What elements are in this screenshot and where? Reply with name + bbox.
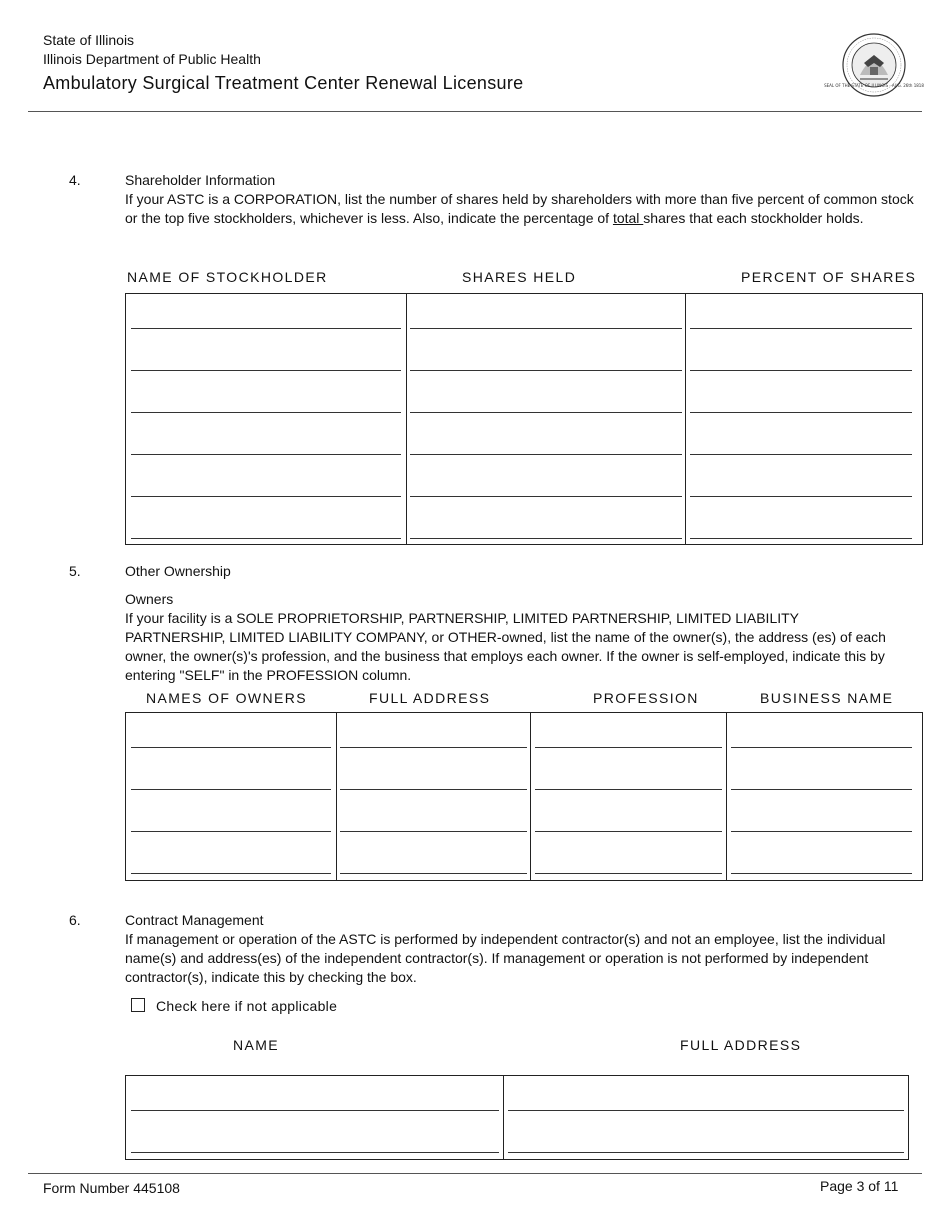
contractor-name-field[interactable] <box>131 1110 499 1111</box>
shares-held-field[interactable] <box>410 412 682 413</box>
section-4-instructions: If your ASTC is a CORPORATION, list the number of shares held by shareholders with more than five percent of common stock or the top five stockholders, whichever is less. Also, indicate the percentage of total shares that each stockholder holds. <box>125 191 914 226</box>
owner-address-field[interactable] <box>340 831 527 832</box>
owner-business-field[interactable] <box>731 747 912 748</box>
page-number: Page 3 of 11 <box>820 1178 899 1194</box>
seal-lettering: SEAL OF THE STATE OF ILLINOIS · AUG. 26th 1818 <box>824 83 924 88</box>
state-name: State of Illinois <box>43 32 135 48</box>
section-6-instructions: If management or operation of the ASTC is performed by independent contractor(s) and not an employee, list the individual name(s) and address(es) of the independent contractor(s). If management or operation is not performed by independent contractor(s), indicate this by checking the box. <box>125 931 886 985</box>
stockholder-name-field[interactable] <box>131 538 401 539</box>
column-header-owner-address: FULL ADDRESS <box>369 690 491 706</box>
shares-held-field[interactable] <box>410 454 682 455</box>
owner-business-field[interactable] <box>731 873 912 874</box>
percent-of-shares-field[interactable] <box>690 538 912 539</box>
section-6-number: 6. <box>69 912 81 928</box>
owner-address-field[interactable] <box>340 789 527 790</box>
owner-profession-field[interactable] <box>535 789 722 790</box>
shareholder-table <box>125 293 923 545</box>
percent-of-shares-field[interactable] <box>690 412 912 413</box>
not-applicable-label: Check here if not applicable <box>156 998 338 1014</box>
owner-business-field[interactable] <box>731 831 912 832</box>
state-seal-icon <box>824 33 924 97</box>
contractor-table <box>125 1075 909 1160</box>
stockholder-name-field[interactable] <box>131 496 401 497</box>
column-header-stockholder: NAME OF STOCKHOLDER <box>127 269 328 285</box>
section-4-number: 4. <box>69 172 81 188</box>
owner-business-field[interactable] <box>731 789 912 790</box>
header-divider <box>28 111 922 112</box>
column-header-owner-names: NAMES OF OWNERS <box>146 690 308 706</box>
not-applicable-checkbox[interactable] <box>131 998 145 1012</box>
contractor-address-field[interactable] <box>508 1152 904 1153</box>
stockholder-name-field[interactable] <box>131 412 401 413</box>
shares-held-field[interactable] <box>410 328 682 329</box>
percent-of-shares-field[interactable] <box>690 454 912 455</box>
percent-of-shares-field[interactable] <box>690 328 912 329</box>
owner-name-field[interactable] <box>131 873 331 874</box>
shares-held-field[interactable] <box>410 538 682 539</box>
footer-divider <box>28 1173 922 1174</box>
owner-profession-field[interactable] <box>535 831 722 832</box>
owner-profession-field[interactable] <box>535 873 722 874</box>
department-name: Illinois Department of Public Health <box>43 51 261 67</box>
section-5-subheading: Owners <box>125 591 174 607</box>
percent-of-shares-field[interactable] <box>690 370 912 371</box>
section-4-heading: Shareholder Information <box>125 172 276 188</box>
column-header-profession: PROFESSION <box>593 690 699 706</box>
owner-address-field[interactable] <box>340 747 527 748</box>
shares-held-field[interactable] <box>410 370 682 371</box>
owner-address-field[interactable] <box>340 873 527 874</box>
contractor-address-field[interactable] <box>508 1110 904 1111</box>
form-number: Form Number 445108 <box>43 1180 180 1196</box>
shares-held-field[interactable] <box>410 496 682 497</box>
section-5-number: 5. <box>69 563 81 579</box>
stockholder-name-field[interactable] <box>131 454 401 455</box>
percent-of-shares-field[interactable] <box>690 496 912 497</box>
section-6-heading: Contract Management <box>125 912 264 928</box>
section-5-heading: Other Ownership <box>125 563 231 579</box>
owner-name-field[interactable] <box>131 831 331 832</box>
owner-name-field[interactable] <box>131 747 331 748</box>
section-5-instructions: If your facility is a SOLE PROPRIETORSHIP, PARTNERSHIP, LIMITED PARTNERSHIP, LIMITED LIABILITY PARTNERSHIP, LIMITED LIABILITY COMPANY, or OTHER-owned, list the name of the owner(s), the address (es) of each owner, the owner(s)'s profession, and the business that employs each owner. If the owner is self-employed, indicate this by entering "SELF" in the PROFESSION column. <box>125 610 886 683</box>
column-header-shares-held: SHARES HELD <box>462 269 577 285</box>
owner-name-field[interactable] <box>131 789 331 790</box>
column-header-business-name: BUSINESS NAME <box>760 690 894 706</box>
column-header-percent: PERCENT OF SHARES <box>741 269 917 285</box>
column-header-contractor-name: NAME <box>233 1037 280 1053</box>
column-header-contractor-address: FULL ADDRESS <box>680 1037 802 1053</box>
stockholder-name-field[interactable] <box>131 370 401 371</box>
owner-profession-field[interactable] <box>535 747 722 748</box>
form-title: Ambulatory Surgical Treatment Center Renewal Licensure <box>43 73 524 93</box>
stockholder-name-field[interactable] <box>131 328 401 329</box>
contractor-name-field[interactable] <box>131 1152 499 1153</box>
owners-table <box>125 712 923 881</box>
